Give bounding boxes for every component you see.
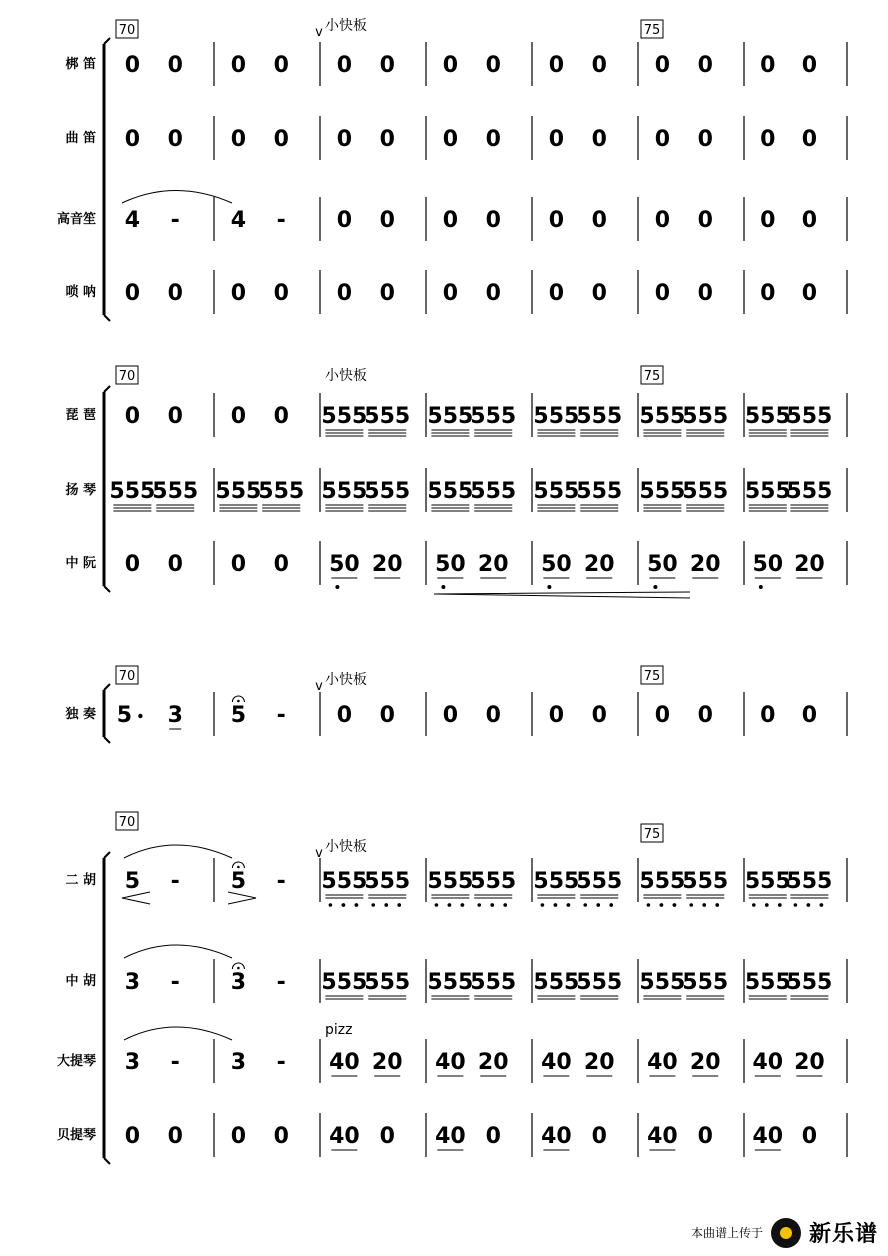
note: 0 [548,281,565,306]
upload-credit-text: 本曲谱上传于 [690,1226,763,1240]
note: 0 [548,127,565,152]
note: 0 [442,53,459,78]
fermata-dot [237,866,240,869]
note-group: 20 [477,552,509,577]
bracket-hook [104,586,110,592]
note-group: 555 [427,869,474,894]
instrument-label: 琵 琶 [65,408,96,423]
note: 0 [273,1124,289,1149]
note-group: 555 [639,404,686,429]
octave-dot [673,903,677,907]
note-group: 50 [752,552,784,577]
note: 0 [442,208,459,233]
note: 0 [336,208,353,233]
note-group: 40 [435,1124,466,1149]
note: 0 [591,1124,607,1149]
note-group: 555 [215,479,262,504]
note-group: 555 [470,479,517,504]
note-group: 555 [533,970,580,995]
instrument-label: 大提琴 [56,1054,96,1069]
note-group: 555 [470,869,517,894]
note: 0 [801,703,818,728]
record-disc-icon [771,1218,801,1248]
note-group: 20 [794,1050,825,1075]
octave-dot [329,903,333,907]
note-group: 555 [682,869,729,894]
note: 0 [167,281,183,306]
instrument-label: 梆 笛 [65,57,96,72]
note: 0 [336,53,353,78]
note-group: 40 [329,1124,360,1149]
note: 0 [548,53,565,78]
note-group: 40 [541,1124,572,1149]
augmentation-dot [138,714,142,718]
instrument-label: 二 胡 [65,873,96,888]
octave-dot [554,903,558,907]
note: 0 [591,703,607,728]
octave-dot [820,903,824,907]
bracket-hook [104,1158,110,1164]
note: 0 [124,53,141,78]
instrument-label: 中 胡 [65,974,96,989]
note: 0 [167,1124,183,1149]
note: 0 [548,208,565,233]
note-group: 555 [470,970,517,995]
note-group: 555 [533,479,580,504]
octave-dot [596,903,600,907]
note-group: 555 [576,970,623,995]
note-group: 555 [786,404,833,429]
note-group: 20 [371,552,403,577]
tempo-marking: 小快板 [325,368,367,384]
octave-dot [342,903,346,907]
note-group: 555 [427,970,474,995]
octave-dot [653,585,657,589]
tie-slur [124,945,232,958]
dash: - [170,869,180,894]
dash: - [276,1050,286,1075]
note-group: 555 [786,869,833,894]
dash: - [170,208,180,233]
note-group: 555 [786,479,833,504]
note: 0 [442,127,459,152]
note-group: 555 [639,479,686,504]
note: 3 [167,703,183,728]
dash: - [276,703,286,728]
instrument-label: 中 阮 [65,556,96,571]
note: 5 [116,703,133,728]
measure-number: 75 [643,23,661,38]
note-group: 40 [541,1050,572,1075]
note: 0 [273,552,289,577]
note: 0 [485,53,501,78]
note-group: 555 [427,404,474,429]
note: 0 [124,1124,141,1149]
octave-dot [759,585,763,589]
fermata-dot [237,700,240,703]
octave-dot [647,903,651,907]
note: 0 [697,127,713,152]
octave-dot [441,585,445,589]
bracket-hook [104,852,110,858]
octave-dot [503,903,507,907]
instrument-label: 贝提琴 [56,1128,96,1143]
note: 0 [697,1124,713,1149]
note-group: 40 [647,1050,678,1075]
note-group: 555 [152,479,199,504]
note-group: 40 [752,1124,784,1149]
note: 3 [230,970,247,995]
instrument-label: 扬 琴 [65,483,96,498]
breath-mark: v [315,679,323,694]
note: 0 [801,53,818,78]
octave-dot [752,903,756,907]
note: 0 [697,208,713,233]
note: 0 [654,53,671,78]
note-group: 40 [752,1050,784,1075]
note: 0 [760,208,776,233]
note-group: 40 [329,1050,360,1075]
note-group: 555 [533,404,580,429]
note: 0 [591,53,607,78]
note: 0 [801,208,818,233]
note: 0 [801,1124,818,1149]
note: 0 [548,703,565,728]
note: 0 [167,552,183,577]
bracket-hook [104,315,110,321]
instrument-label: 曲 笛 [65,131,96,146]
note: 0 [273,281,289,306]
dash: - [276,869,286,894]
bracket-hook [104,38,110,44]
note-group: 555 [786,970,833,995]
note: 0 [273,53,289,78]
note-group: 20 [477,1050,509,1075]
note: 0 [697,281,713,306]
note: 0 [760,127,776,152]
note-group: 555 [364,479,411,504]
note: 0 [230,53,247,78]
octave-dot [371,903,375,907]
note-group: 555 [744,970,791,995]
note: 0 [697,53,713,78]
bracket-hook [104,386,110,392]
tie-slur [124,1027,232,1040]
note: 0 [230,127,247,152]
note: 0 [336,127,353,152]
note-group: 20 [583,1050,615,1075]
note-group: 555 [321,404,368,429]
note-group: 555 [364,404,411,429]
note: 0 [167,53,183,78]
tie-slur [122,191,232,204]
note-group: 555 [321,479,368,504]
octave-dot [397,903,401,907]
note-group: 555 [364,869,411,894]
breath-mark: v [315,25,323,40]
tempo-marking: 小快板 [325,672,367,688]
note: 0 [379,127,395,152]
note-group: 555 [321,970,368,995]
note: 0 [654,208,671,233]
octave-dot [715,903,719,907]
bracket-hook [104,684,110,690]
measure-number: 75 [643,369,661,384]
site-logo-text[interactable]: 新乐谱 [808,1222,878,1247]
note-group: 50 [647,552,678,577]
note: 0 [654,281,671,306]
note: 0 [379,208,395,233]
octave-dot [490,903,494,907]
dash: - [170,1050,180,1075]
note-group: 555 [744,479,791,504]
note-group: 555 [470,404,517,429]
note: 0 [442,281,459,306]
note: 0 [801,127,818,152]
breath-mark: v [315,846,323,861]
note: 0 [124,127,141,152]
octave-dot [807,903,811,907]
octave-dot [794,903,798,907]
tempo-marking: 小快板 [325,839,367,855]
note-group: 50 [541,552,572,577]
note: 0 [591,281,607,306]
dash: - [170,970,180,995]
note-group: 50 [435,552,466,577]
note: 0 [379,1124,395,1149]
note-group: 555 [639,970,686,995]
note: 0 [167,404,183,429]
note: 0 [654,703,671,728]
note: 0 [379,703,395,728]
note: 0 [485,703,501,728]
note-group: 555 [576,404,623,429]
note: 3 [230,1050,247,1075]
note-group: 555 [109,479,156,504]
note-group: 555 [744,404,791,429]
note-group: 40 [435,1050,466,1075]
note-group: 555 [682,970,729,995]
note: 0 [336,703,353,728]
note: 0 [167,127,183,152]
note: 0 [760,281,776,306]
note: 0 [591,208,607,233]
measure-number: 70 [118,815,136,830]
note: 0 [230,281,247,306]
octave-dot [609,903,613,907]
note: 0 [379,53,395,78]
note: 0 [485,208,501,233]
note: 0 [273,127,289,152]
note: 0 [801,281,818,306]
note-group: 555 [364,970,411,995]
note: 3 [124,1050,141,1075]
note-group: 555 [576,869,623,894]
octave-dot [477,903,481,907]
note: 5 [230,869,247,894]
note: 5 [124,869,141,894]
octave-dot [778,903,782,907]
measure-number: 70 [118,369,136,384]
note: 4 [230,208,247,233]
measure-number: 75 [643,827,661,842]
tie-slur [124,845,232,858]
measure-number: 70 [118,669,136,684]
dash: - [276,208,286,233]
note: 0 [379,281,395,306]
note: 4 [124,208,141,233]
note: 3 [124,970,141,995]
measure-number: 75 [643,669,661,684]
note-group: 20 [794,552,825,577]
octave-dot [461,903,465,907]
fermata-dot [237,967,240,970]
note: 0 [760,703,776,728]
note: 0 [485,127,501,152]
tempo-marking: 小快板 [325,18,367,34]
note-group: 20 [689,1050,721,1075]
instrument-label: 独 奏 [65,707,96,722]
note: 0 [336,281,353,306]
note: 0 [760,53,776,78]
octave-dot [547,585,551,589]
note: 0 [485,281,501,306]
note-group: 20 [371,1050,403,1075]
note-group: 555 [533,869,580,894]
note: 0 [697,703,713,728]
instrument-label: 唢 呐 [65,285,96,300]
note: 5 [230,703,247,728]
note-group: 555 [258,479,305,504]
octave-dot [765,903,769,907]
note-group: 20 [689,552,721,577]
note-group: 555 [321,869,368,894]
note-group: 40 [647,1124,678,1149]
octave-dot [689,903,693,907]
note: 0 [591,127,607,152]
note: 0 [230,404,247,429]
long-hairpin [434,592,690,598]
octave-dot [541,903,545,907]
note: 0 [230,552,247,577]
dash: - [276,970,286,995]
octave-dot [567,903,571,907]
note-group: 555 [682,404,729,429]
octave-dot [702,903,706,907]
note: 0 [442,703,459,728]
note-group: 50 [329,552,360,577]
note-group: 555 [682,479,729,504]
note: 0 [654,127,671,152]
bracket-hook [104,737,110,743]
note: 0 [124,552,141,577]
pizzicato-marking: pizz [325,1022,353,1038]
footer [691,1217,878,1248]
octave-dot [583,903,587,907]
octave-dot [355,903,359,907]
instrument-label: 高音笙 [56,212,96,227]
measure-number: 70 [118,23,136,38]
note-group: 555 [639,869,686,894]
octave-dot [435,903,439,907]
note-group: 555 [576,479,623,504]
note-group: 20 [583,552,615,577]
octave-dot [335,585,339,589]
octave-dot [384,903,388,907]
note: 0 [485,1124,501,1149]
octave-dot [448,903,452,907]
note: 0 [124,281,141,306]
note-group: 555 [427,479,474,504]
note: 0 [273,404,289,429]
octave-dot [660,903,664,907]
note-group: 555 [744,869,791,894]
note: 0 [124,404,141,429]
note: 0 [230,1124,247,1149]
